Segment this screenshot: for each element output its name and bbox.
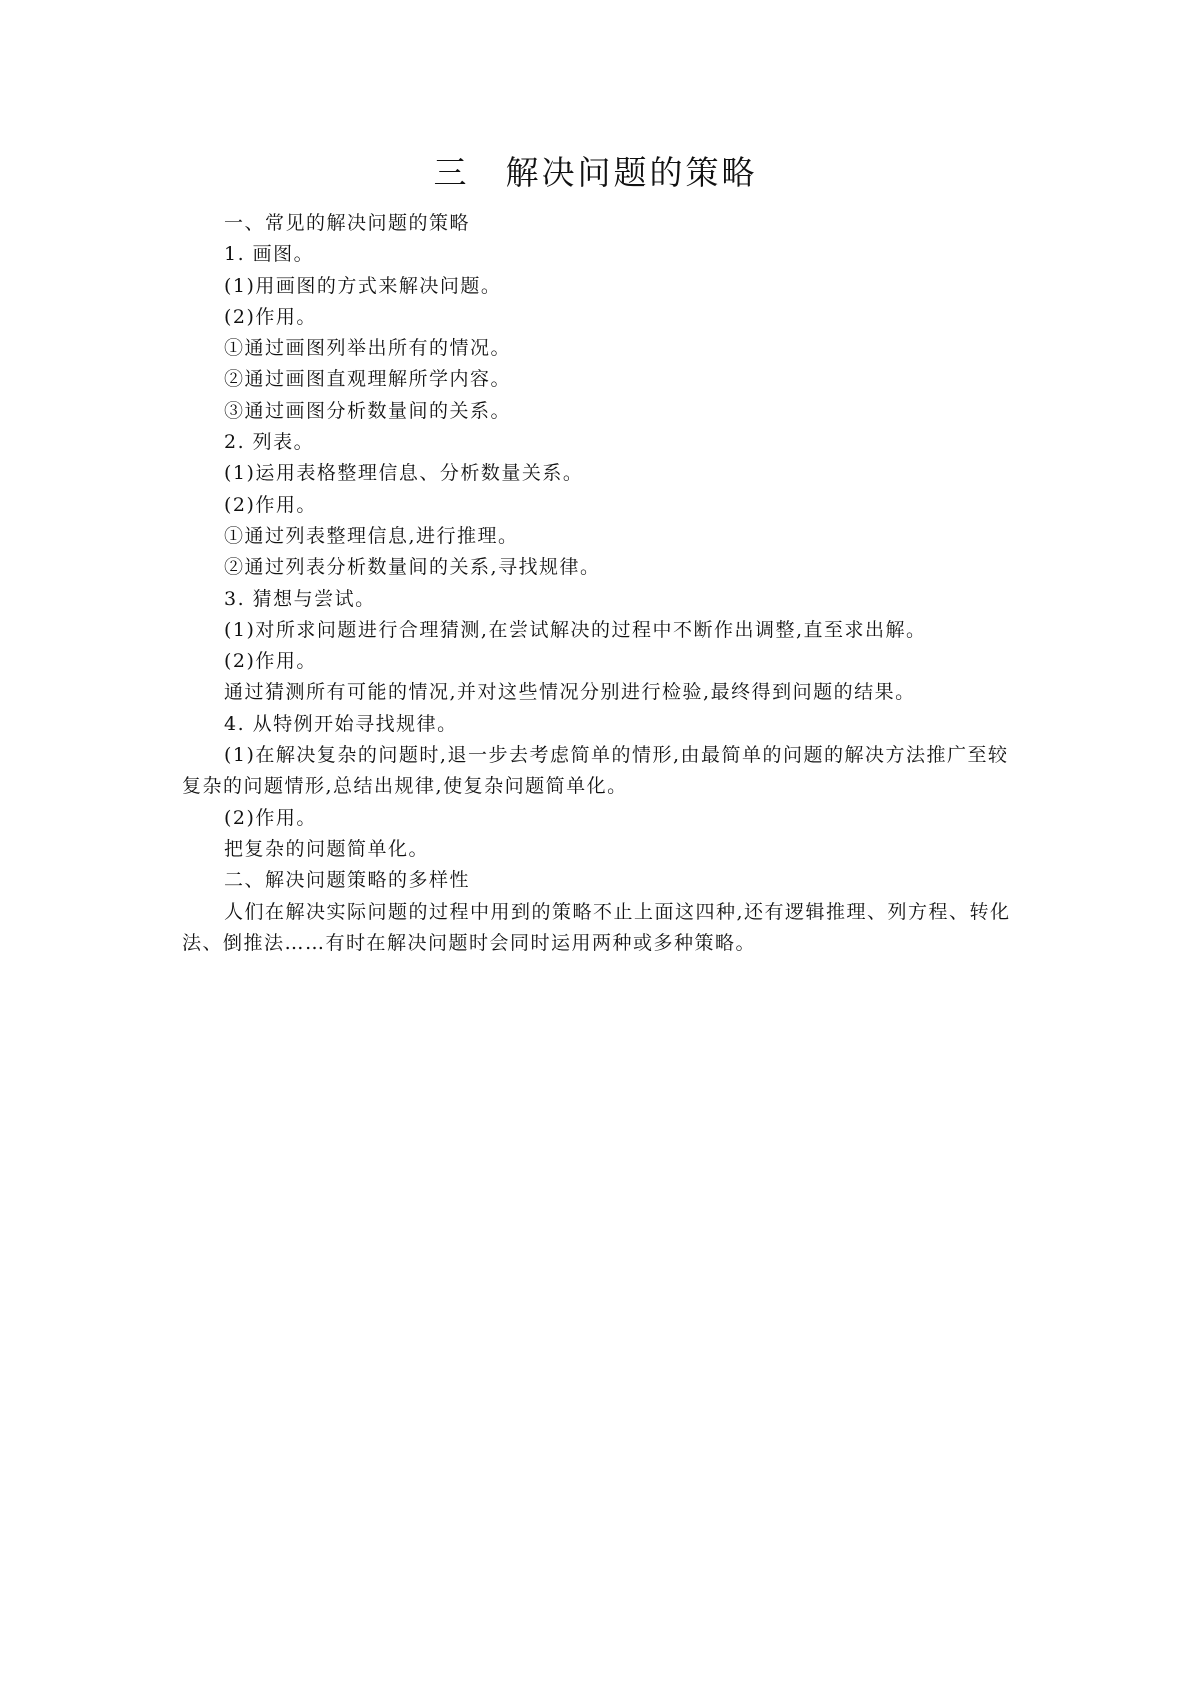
paragraph: (2)作用。 [224,305,317,328]
paragraph: (2)作用。 [224,493,317,516]
paragraph: (1)用画图的方式来解决问题。 [224,274,502,297]
section-heading: 二、解决问题策略的多样性 [224,869,471,892]
paragraph: (1)在解决复杂的问题时,退一步去考虑简单的情形,由最简单的问题的解决方法推广至较复杂的问题情形,总结出规律,使复杂问题简单化。 [182,744,1009,798]
strategy-heading: 4. 从特例开始寻找规律。 [224,712,458,735]
paragraph: (1)对所求问题进行合理猜测,在尝试解决的过程中不断作出调整,直至求出解。 [224,618,927,641]
paragraph: ①通过列表整理信息,进行推理。 [224,524,519,547]
paragraph: 把复杂的问题简单化。 [224,837,430,860]
strategy-heading: 2. 列表。 [224,431,315,454]
paragraph: ②通过列表分析数量间的关系,寻找规律。 [224,556,601,579]
paragraph: (2)作用。 [224,806,317,829]
paragraph: ③通过画图分析数量间的关系。 [224,399,512,422]
paragraph: 人们在解决实际问题的过程中用到的策略不止上面这四种,还有逻辑推理、列方程、转化法、倒推法……有时在解决问题时会同时运用两种或多种策略。 [182,900,1011,954]
section-heading: 一、常见的解决问题的策略 [224,212,471,234]
strategy-heading: 1. 画图。 [224,243,315,266]
paragraph: 通过猜测所有可能的情况,并对这些情况分别进行检验,最终得到问题的结果。 [224,681,916,704]
strategy-heading: 3. 猜想与尝试。 [224,587,376,610]
paragraph: ①通过画图列举出所有的情况。 [224,337,512,360]
document-body [182,208,1022,959]
page-title: 三 解决问题的策略 [433,153,758,192]
paragraph: ②通过画图直观理解所学内容。 [224,368,512,391]
paragraph: (2)作用。 [224,650,317,673]
paragraph: (1)运用表格整理信息、分析数量关系。 [224,462,584,485]
